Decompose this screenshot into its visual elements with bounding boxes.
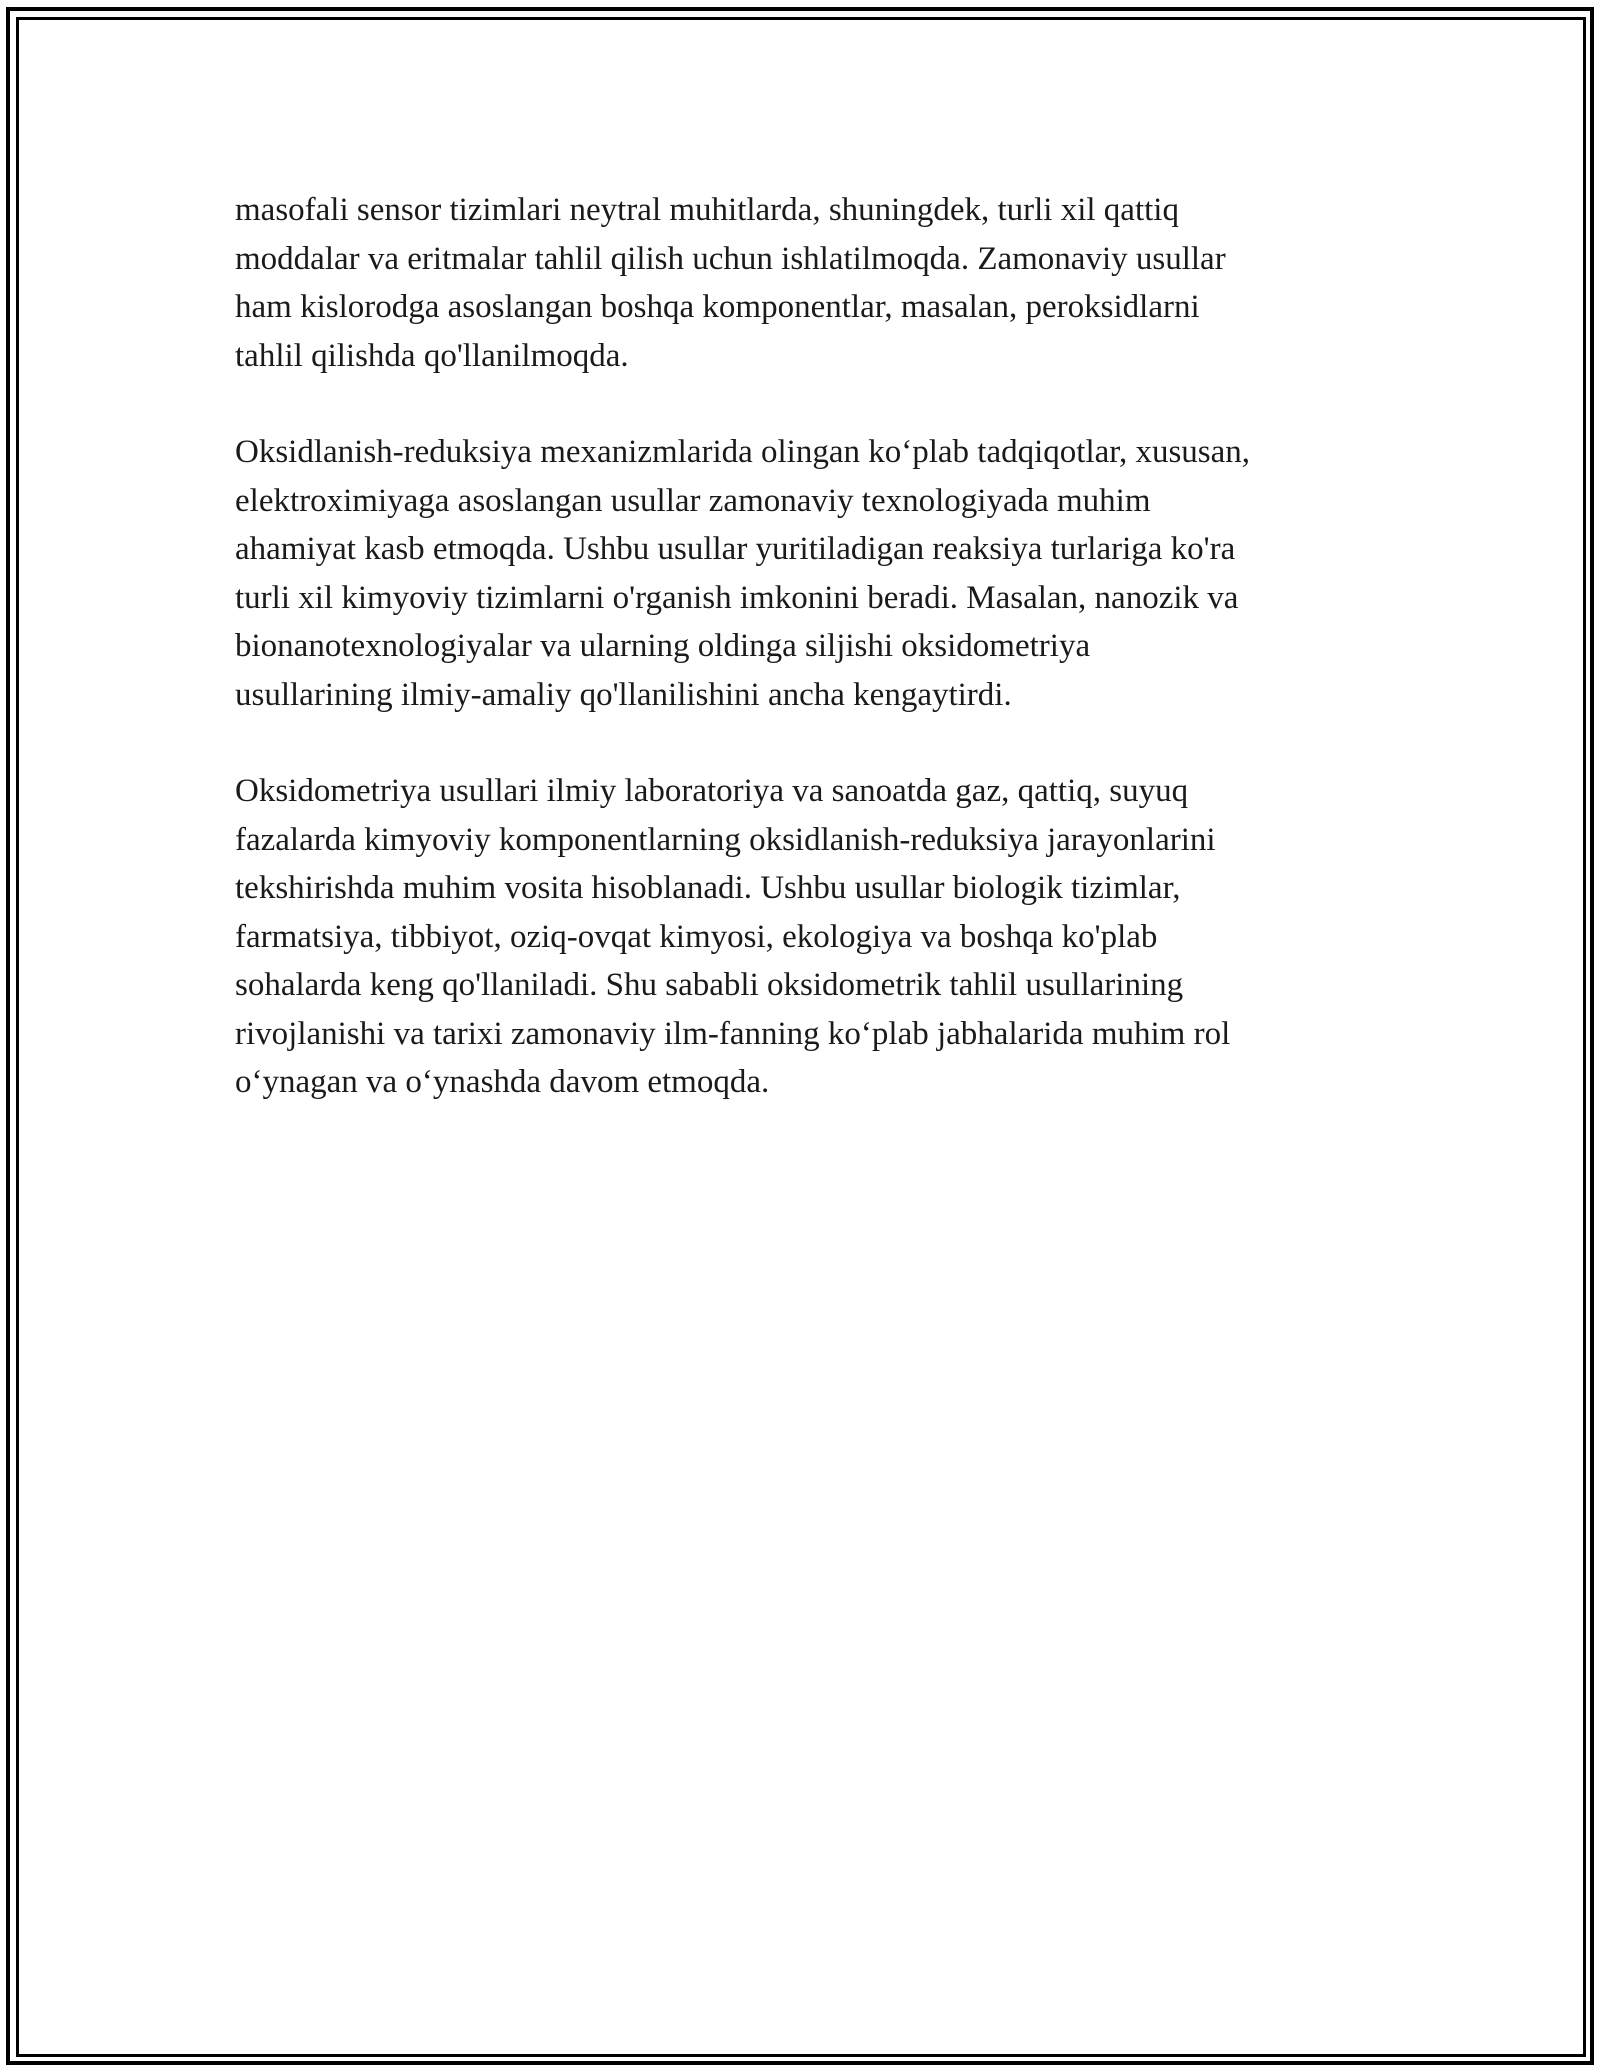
- document-body: [235, 186, 1375, 1155]
- text-line: Oksidlanish-reduksiya mexanizmlarida olingan ko‘plab tadqiqotlar, xususan,: [235, 434, 1251, 470]
- text-line: masofali sensor tizimlari neytral muhitlarda, shuningdek, turli xil qattiq: [235, 192, 1179, 228]
- paragraph-3: [235, 767, 1375, 1107]
- paragraph-1: [235, 186, 1375, 380]
- text-line: o‘ynagan va o‘ynashda davom etmoqda.: [235, 1064, 770, 1100]
- text-line: rivojlanishi va tarixi zamonaviy ilm-fanning ko‘plab jabhalarida muhim rol: [235, 1015, 1231, 1052]
- text-line: Oksidometriya usullari ilmiy laboratoriya va sanoatda gaz, qattiq, suyuq: [235, 773, 1189, 809]
- text-line: farmatsiya, tibbiyot, oziq-ovqat kimyosi, ekologiya va boshqa ko'plab: [235, 918, 1158, 955]
- text-line: bionanotexnologiyalar va ularning oldinga siljishi oksidometriya: [235, 628, 1091, 664]
- text-line: fazalarda kimyoviy komponentlarning oksidlanish-reduksiya jarayonlarini: [235, 821, 1216, 858]
- text-line: ham kislorodga asoslangan boshqa komponentlar, masalan, peroksidlarni: [235, 289, 1200, 325]
- paragraph-2: [235, 428, 1375, 719]
- text-line: sohalarda keng qo'llaniladi. Shu sababli oksidometrik tahlil usullarining: [235, 967, 1184, 1003]
- text-line: turli xil kimyoviy tizimlarni o'rganish imkonini beradi. Masalan, nanozik va: [235, 579, 1239, 616]
- text-line: moddalar va eritmalar tahlil qilish uchun ishlatilmoqda. Zamonaviy usullar: [235, 240, 1226, 277]
- text-line: ahamiyat kasb etmoqda. Ushbu usullar yuritiladigan reaksiya turlariga ko'ra: [235, 531, 1236, 567]
- text-line: elektroximiyaga asoslangan usullar zamonaviy texnologiyada muhim: [235, 482, 1151, 519]
- text-line: tahlil qilishda qo'llanilmoqda.: [235, 337, 629, 374]
- text-line: tekshirishda muhim vosita hisoblanadi. Ushbu usullar biologik tizimlar,: [235, 870, 1181, 906]
- text-line: usullarining ilmiy-amaliy qo'llanilishini ancha kengaytirdi.: [235, 676, 1012, 713]
